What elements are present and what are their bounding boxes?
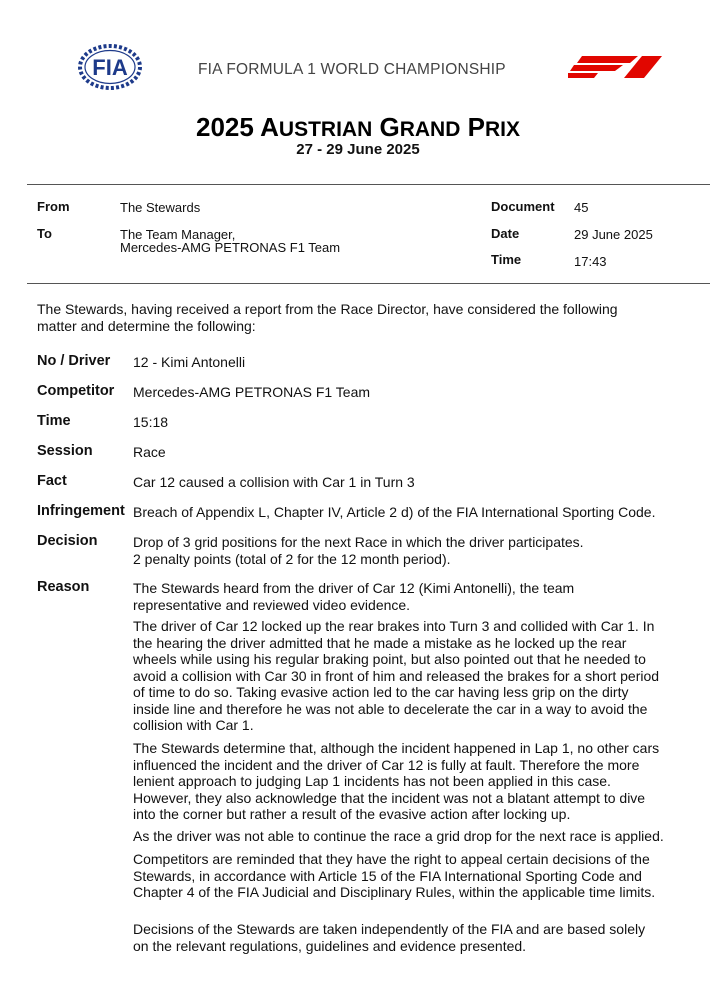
fact-value: Car 12 caused a collision with Car 1 in Turn 3 xyxy=(133,474,415,490)
reason-paragraph-4 xyxy=(133,828,705,845)
reason-line: The Stewards determine that, although the incident happened in Lap 1, no other cars xyxy=(133,740,660,756)
reason-line: Stewards, in accordance with Article 15 of the FIA International Sporting Code and xyxy=(133,867,642,884)
from-value: The Stewards xyxy=(120,200,201,215)
reason-line: representative and reviewed video evidence. xyxy=(133,596,411,613)
event-title xyxy=(0,112,716,143)
fia-logo-text: FIA xyxy=(92,55,128,80)
time-label: Time xyxy=(491,252,522,267)
document-label: Document xyxy=(491,199,555,214)
reason-line: collision with Car 1. xyxy=(133,717,254,733)
fact-label: Fact xyxy=(37,473,67,489)
event-title-word: GRAND xyxy=(379,112,461,142)
infringement-value: Breach of Appendix L, Chapter IV, Article 2 d) of the FIA International Sporting Code. xyxy=(133,504,656,520)
reason-line: The Stewards heard from the driver of Car 12 (Kimi Antonelli), the team xyxy=(133,580,575,596)
driver-label: No / Driver xyxy=(37,353,111,369)
reason-line: Competitors are reminded that they have the right to appeal certain decisions of the xyxy=(133,851,650,867)
intro-line: The Stewards, having received a report from the Race Director, have considered the following xyxy=(37,301,618,317)
reason-label: Reason xyxy=(37,579,90,595)
reason-line: the hearing the driver admitted that he made a mistake as he locked up the rear xyxy=(133,634,627,651)
reason-line: As the driver was not able to continue the race a grid drop for the next race is applied. xyxy=(133,828,664,844)
decision-line: Drop of 3 grid positions for the next Race in which the driver participates. xyxy=(133,534,584,550)
reason-paragraph-6 xyxy=(133,921,705,954)
reason-line: on the relevant regulations, guidelines and evidence presented. xyxy=(133,937,527,954)
date-value: 29 June 2025 xyxy=(574,227,653,242)
reason-line: The driver of Car 12 locked up the rear brakes into Turn 3 and collided with Car 1. In xyxy=(133,618,655,634)
f1-logo xyxy=(568,56,662,78)
event-title-word: AUSTRIAN xyxy=(260,112,373,142)
to-label: To xyxy=(37,226,52,241)
reason-line: However, they also acknowledge that the incident was not a blatant attempt to dive xyxy=(133,789,646,806)
document-value: 45 xyxy=(574,200,589,215)
reason-line: lenient approach to judging Lap 1 incidents has not been applied in this case. xyxy=(133,773,611,789)
time-field-label: Time xyxy=(37,413,71,429)
decision-label: Decision xyxy=(37,533,98,549)
date-label: Date xyxy=(491,226,520,241)
time-field-value: 15:18 xyxy=(133,414,169,430)
from-label: From xyxy=(37,199,70,214)
reason-line: wheels while using his regular braking point, but also pointed out that he needed to xyxy=(133,651,646,667)
divider-top xyxy=(27,184,710,185)
reason-paragraph-2 xyxy=(133,618,705,734)
reason-line: Chapter 4 of the FIA Judicial and Disciplinary Rules, within the applicable time limits. xyxy=(133,884,656,900)
fia-logo xyxy=(78,44,142,90)
to-value-line2: Mercedes-AMG PETRONAS F1 Team xyxy=(120,240,341,255)
competitor-value: Mercedes-AMG PETRONAS F1 Team xyxy=(133,384,371,400)
reason-line: of time to do so. Taking evasive action led to the car having less grip on the dirty xyxy=(133,684,629,700)
championship-title: FIA FORMULA 1 WORLD CHAMPIONSHIP xyxy=(198,61,506,78)
decision-line: 2 penalty points (total of 2 for the 12 month period). xyxy=(133,550,451,567)
event-dates: 27 - 29 June 2025 xyxy=(296,141,420,158)
reason-paragraph-3 xyxy=(133,740,705,823)
reason-line: avoid a collision with Car 30 in front of him and released the brakes for a short period xyxy=(133,667,660,684)
infringement-label: Infringement xyxy=(37,503,125,519)
decision-value xyxy=(133,534,705,567)
reason-line: inside line and therefore he was not able to decelerate the car in a way to avoid the xyxy=(133,700,648,717)
reason-paragraph-1 xyxy=(133,580,705,613)
time-value: 17:43 xyxy=(574,254,607,269)
session-label: Session xyxy=(37,443,93,459)
event-title-year: 2025 xyxy=(196,112,254,142)
intro-line: matter and determine the following: xyxy=(37,318,256,334)
driver-value: 12 - Kimi Antonelli xyxy=(133,354,246,370)
session-value: Race xyxy=(133,444,166,460)
event-title-word: PRIX xyxy=(467,112,520,142)
reason-line: Decisions of the Stewards are taken independently of the FIA and are based solely xyxy=(133,921,646,937)
competitor-label: Competitor xyxy=(37,383,115,399)
intro-text xyxy=(37,301,677,335)
reason-line: into the corner but rather a result of the evasive action after locking up. xyxy=(133,806,571,822)
to-value-line1: The Team Manager, xyxy=(120,227,236,242)
reason-line: influenced the incident and the driver of Car 12 is fully at fault. Therefore the more xyxy=(133,756,640,773)
reason-paragraph-5 xyxy=(133,851,705,901)
divider-bottom xyxy=(27,283,710,284)
